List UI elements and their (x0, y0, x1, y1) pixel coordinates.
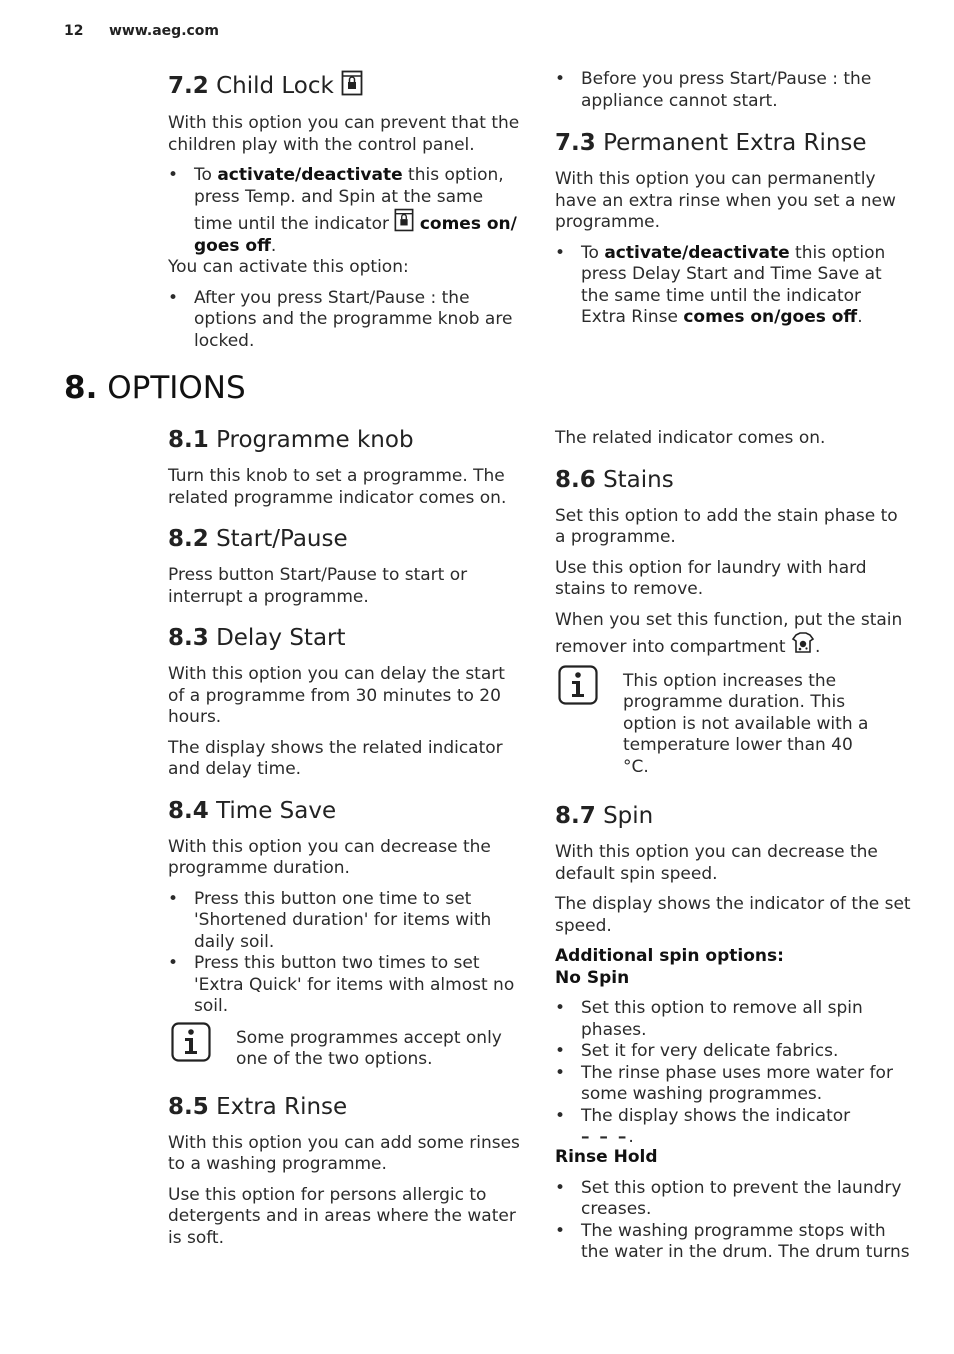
paragraph: With this option you can decrease the default spin speed. (555, 842, 878, 884)
options-left-column (168, 426, 524, 1249)
info-icon (558, 665, 598, 705)
paragraph: Use this option for persons allergic to detergents and in areas where the water is soft. (168, 1184, 516, 1248)
list-item (168, 165, 524, 257)
list-item: • Set this option to remove all spin phases. (555, 998, 911, 1041)
display-indicator (555, 1127, 911, 1147)
paragraph: With this option you can add some rinses to a washing programme. (168, 1132, 520, 1174)
list-item: • Before you press Start/Pause : the appliance cannot start. (555, 69, 911, 112)
heading-title: Delay Start (216, 625, 346, 651)
text: this option, press Temp. and Spin at the same time until the indicator (194, 165, 504, 234)
heading-8-7 (555, 802, 911, 830)
text: . (628, 1127, 634, 1147)
paragraph: The display shows the related indicator and delay time. (168, 737, 503, 779)
bold-text: comes on/ goes off (194, 214, 517, 256)
dashes-indicator: – – – (581, 1127, 629, 1147)
paragraph: Turn this knob to set a programme. The related programme indicator comes on. (168, 466, 507, 508)
text: this option press Delay Start and Time Save at the same time until the indicator Extra Rinse (581, 242, 886, 327)
text: . (857, 307, 863, 327)
page-number: 12 (64, 23, 84, 39)
list-item: • Set this option to prevent the laundry creases. (555, 1178, 911, 1221)
bold-text: activate/deactivate (217, 165, 403, 185)
list-item: • The washing programme stops with the water in the drum. The drum turns (555, 1221, 911, 1264)
subheading: No Spin (555, 967, 630, 988)
paragraph: The related indicator comes on. (555, 428, 826, 448)
heading-number: 8.5 (168, 1093, 209, 1120)
heading-title: Programme knob (216, 427, 414, 453)
child-lock-icon (394, 208, 414, 232)
paragraph: You can activate this option: (168, 257, 409, 277)
heading-number: 7.2 (168, 73, 209, 99)
paragraph: With this option you can delay the start of a programme from 30 minutes to 20 hours. (168, 664, 505, 727)
section-7-2-continued (555, 69, 911, 329)
bullet-list (555, 69, 911, 112)
heading-8-5 (168, 1093, 524, 1121)
child-lock-icon (341, 70, 363, 96)
heading-title: Permanent Extra Rinse (603, 130, 867, 156)
text: . (270, 235, 277, 256)
heading-8-2 (168, 525, 524, 553)
paragraph: With this option you can decrease the programme duration. (168, 836, 491, 878)
heading-8-4 (168, 797, 524, 825)
heading-title: Child Lock (216, 73, 334, 99)
bold-text: activate/deactivate (604, 242, 790, 263)
list-item: • Press this button two times to set 'Extra Quick' for items with almost no soil. (168, 953, 524, 1018)
heading-8-6 (555, 466, 911, 494)
paragraph (555, 610, 911, 659)
info-text: This option increases the programme duration. This option is not available with a temperature lower than 40 °C. (623, 670, 869, 777)
heading-number: 8.4 (168, 797, 209, 824)
options-right-column (555, 428, 911, 1264)
bullet-list (555, 998, 911, 1127)
text: To (194, 165, 218, 185)
paragraph: Press button Start/Pause to start or interrupt a programme. (168, 565, 468, 607)
heading-7-3 (555, 129, 911, 157)
subheading: Additional spin options: (555, 946, 784, 966)
subheading: Rinse Hold (555, 1147, 658, 1167)
list-item: • The rinse phase uses more water for some washing programmes. (555, 1063, 911, 1106)
list-item: • After you press Start/Pause : the options and the programme knob are locked. (168, 288, 524, 353)
bullet-list (555, 1178, 911, 1264)
section-7-2 (168, 70, 524, 352)
paragraph: Set this option to add the stain phase to a programme. (555, 505, 898, 547)
bullet-list (555, 243, 911, 329)
chapter-number: 8. (64, 370, 98, 406)
heading-title: Start/Pause (216, 526, 348, 552)
paragraph: With this option you can prevent that the children play with the control panel. (168, 113, 520, 155)
bold-text: comes on/goes off (683, 307, 858, 327)
list-item: • Press this button one time to set 'Shortened duration' for items with daily soil. (168, 889, 524, 954)
heading-number: 8.2 (168, 526, 209, 552)
chapter-title: OPTIONS (107, 370, 246, 406)
bullet-list (168, 889, 524, 1018)
heading-number: 8.3 (168, 625, 209, 651)
paragraph: With this option you can permanently have an extra rinse when you set a new programme. (555, 169, 896, 232)
heading-title: Time Save (216, 797, 337, 824)
page-header (64, 23, 219, 39)
info-note (168, 1028, 524, 1071)
info-icon (171, 1022, 211, 1062)
heading-title: Spin (603, 803, 654, 829)
bullet-list (168, 288, 524, 353)
bullet-list (168, 165, 524, 257)
text: . (814, 637, 821, 657)
heading-8-1 (168, 426, 524, 454)
paragraph: The display shows the indicator of the set speed. (555, 894, 911, 936)
heading-title: Extra Rinse (216, 1093, 348, 1120)
heading-7-2 (168, 70, 524, 100)
paragraph: Use this option for laundry with hard stains to remove. (555, 557, 867, 599)
heading-number: 8.7 (555, 803, 596, 829)
list-item: • Set it for very delicate fabrics. (555, 1041, 911, 1063)
info-note (555, 671, 911, 779)
list-item: • The display shows the indicator (555, 1106, 911, 1128)
text: When you set this function, put the stain remover into compartment (555, 609, 903, 657)
heading-number: 8.1 (168, 427, 209, 453)
heading-number: 7.3 (555, 130, 596, 156)
heading-number: 8.6 (555, 466, 596, 493)
list-item (555, 243, 911, 329)
website-url: www.aeg.com (109, 23, 220, 39)
heading-8-3 (168, 624, 524, 652)
heading-title: Stains (603, 466, 674, 493)
chapter-heading (64, 370, 246, 406)
section-7-3 (555, 129, 911, 329)
info-text: Some programmes accept only one of the two options. (236, 1027, 502, 1069)
stain-compartment-icon (791, 631, 815, 655)
text: To (581, 242, 605, 263)
